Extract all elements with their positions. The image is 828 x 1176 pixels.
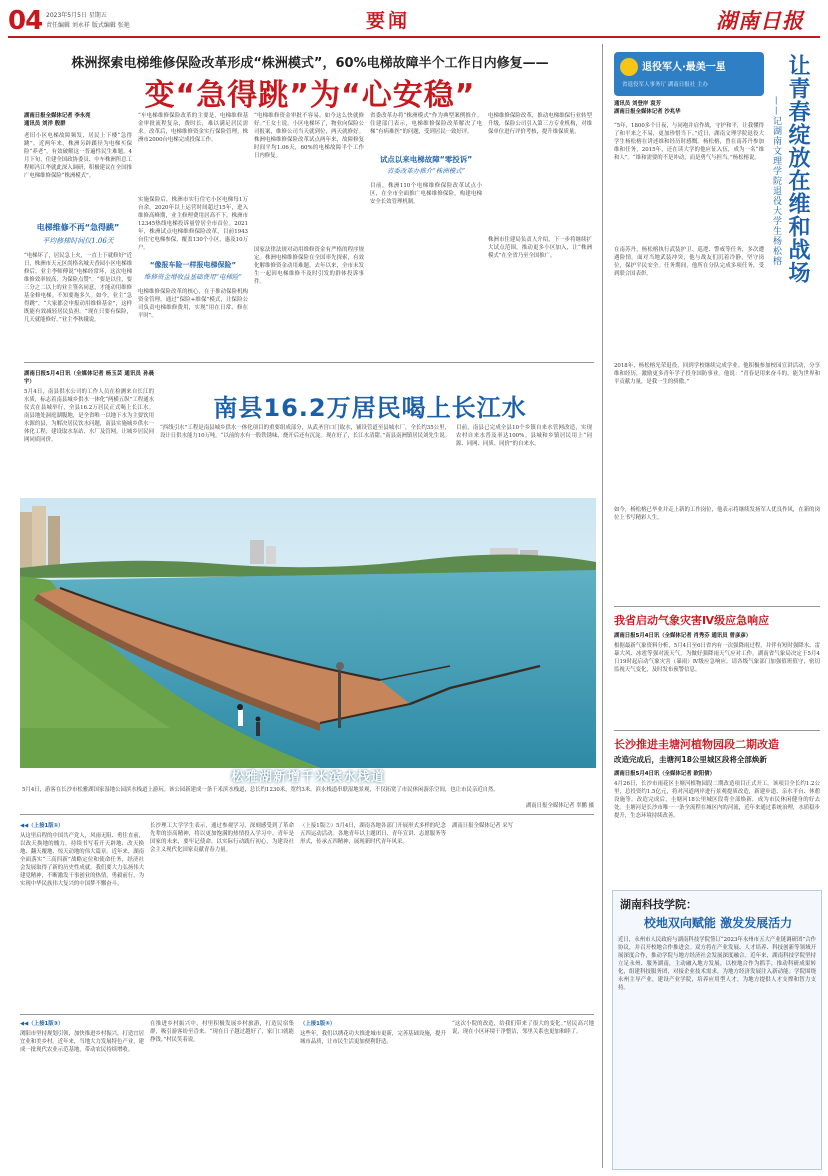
article-col1: 老旧小区电梯故障频发，居民上下楼“急得跳”。近两年来，株洲另辟蹊径为电梯买保险“养老”，有效破解这一普遍性民生难题。4月下旬，住建全国政协委员、中车株洲所总工程师冯江华就此深入调研，积极建议在全国推广电梯维修保险“株洲模式”。 (24, 133, 132, 179)
brief3-headline: 校地双向赋能 激发发展活力 (643, 916, 793, 930)
article-col5b: 株洲市住建局负责人介绍，下一步将继续扩大试点范围，推动更多小区加入，让“株洲模式”在全省乃至全国推广。 (488, 237, 592, 259)
continued2-col2: 在推进乡村振兴中，村里积极发展乡村旅游，打造民宿集群，吸引游客纷至沓来。“现在日子越过越好了，家门口就能挣钱。”村民笑着说。 (150, 1021, 294, 1043)
divider (20, 1014, 594, 1015)
continued1-label: ◀◀（上接1版①） (20, 823, 64, 829)
subhead-1: 电梯维修不再“急得跳” (36, 223, 120, 232)
feature-body: “5年，1800多个日夜，与同袍并肩作战，守护和平，让我懂得了和平来之不易，更加珍惜当下。”近日，湖南文理学院退役大学生杨松榕在讲述维和经历时感慨。杨松榕，曾在南苏丹参加维和任务，2015年，还在读大学的他应征入伍，成为一名“维和人”。“维和需要的不是冲动，而是勇气与担当。”杨松榕说。 (614, 123, 764, 161)
brief2-subhead: 改造完成后，圭塘河18公里城区段将全部焕新 (614, 755, 767, 764)
subhead-1b: 平均修梯时间仅1.06天 (42, 237, 114, 245)
article2-body2: “西线引水”工程是南县城乡供水一体化项目的重要组成部分，从武圣宫口门取水，铺设管道至县城水厂，全长约35公里，设计日供水能力10万吨。“以前的水有一股铁锈味，烧开后还有沉淀。现在好了，长江水清甜。”南县南洲镇居民刘先生说。 (160, 425, 450, 439)
feature-body4: 如今，杨松榕已毕业并走上新的工作岗位，他表示将继续发扬军人优良作风，在新的岗位上书写精彩人生。 (614, 507, 820, 521)
banner-subtitle: 省退役军人事务厅 湖南日报社 主办 (622, 82, 708, 88)
continued1-col3: （上接1版②）5月4日，湖南各地各部门开展形式多样的纪念五四运动活动。各地青年以主题团日、青年宣讲、志愿服务等形式，传承五四精神，展现新时代青年风采。 (300, 823, 446, 845)
divider (614, 730, 820, 731)
brief2-body: 4月26日，长沙市雨花区圭塘河植物园段二期改造项目正式开工。该项目全长约1.2公里，总投资约1.5亿元，将对河道两岸进行景观提质改造，新建步道、亲水平台、休憩设施等。改造完成后，圭塘河18公里城区段将全部焕新，成为市民休闲健身的好去处。圭塘河是长沙市唯一一条全流程在城区内的河流，近年来通过系统治理，水质稳步提升，生态环境持续改善。 (614, 781, 820, 819)
article-headline: 变“急得跳”为“心安稳” (144, 78, 476, 113)
article-col3: “电梯维修资金审批不容易，如今这么快就修好。”王女士说，小区电梯坏了，物业向保险公司报案，维修公司当天就到位，两天就修好。株洲电梯维修保险改革试点两年来，故障修复时间平均1.06天，60%的电梯故障半个工作日内修复。 (254, 113, 364, 159)
boardwalk-illustration (20, 498, 596, 768)
continued2-label3: （上接1版④） (300, 1021, 336, 1027)
article-col2: “车电梯维修保险改革的主要是，电梯维修基金审批流程复杂，费时长，难以满足居民需求。改革后，电梯维修资金实行保险管理。株洲市2000台电梯完成投保工作。 (138, 113, 248, 143)
continued1-col1: 从这里启程的中国共产党人，风雨无阻、勇往直前，以改天换地的魄力，持续书写着开天辟地、改天换地、翻天覆地、惊天动地的伟大篇章。近年来，湖南全面落实“三高四新”战略定位和使命任务，经济社会发展取得了新的历史性成就。我们要大力弘扬伟大建党精神，不断激发干事创业的热情，勇毅前行，为实现中华民族伟大复兴的中国梦不懈奋斗。 (20, 833, 144, 887)
article-col5: 电梯维修保险改革，推动电梯维保行业转型升级，保险公司引入第三方专业机构，对维保单位进行评价考核，提升维保质量。 (488, 113, 592, 135)
continued1-col2: 长沙理工大学学生表示，通过参观学习，深刻感受到了革命先辈的崇高精神，将以更加饱满的热情投入学习中。青年是国家的未来，要牢记使命，以实际行动践行初心，为建设社会主义现代化国家贡献青春力量。 (150, 823, 294, 853)
brief3-body: 近日，永州市人民政府与湖南科技学院签订“2023年永州市五大产业链调研团”合作协议，并召开校地合作推进会。双方将在产业发展、人才培养、科技创新等领域开展深度合作，推动学院与地方经济社会发展深度融合。近年来，湖南科技学院坚持立足永州、服务湖南，主动融入地方发展，以校地合作为抓手，推动科研成果转化，组建科技服务团，对接企业技术需求，为地方经济发展注入新动能。学院围绕永州主导产业，建设产业学院，培养应用型人才，为地方提供人才支撑和智力支持。 (618, 937, 816, 991)
continued2-col1: 浏阳市坚持规划引领，加快推进乡村振兴，打造宜居宜业和美乡村。近年来，当地大力发展特色产业，建成一批现代农业示范基地，带动农民持续增收。 (20, 1031, 144, 1053)
article-col4: 省委改革办将“株洲模式”作为典型案例推介。住建部门表示，电梯维修保险改革解决了电梯“有病难医”的问题，受到居民一致好评。 (370, 113, 482, 135)
article-byline: 湖南日报全媒体记者 李永亮 通讯员 刘洋 殷群 (24, 113, 91, 127)
continued2-col3: 这些年，我们以绣花功夫推进城市更新，完善基础设施，提升城市品质，让市民生活更加便利舒适。 (300, 1031, 446, 1045)
divider (20, 814, 594, 815)
photo-credit: 湖南日报全媒体记者 辜鹏 摄 (525, 803, 594, 809)
subhead-3: “像报车险一样报电梯保险” (149, 261, 237, 269)
feature-subhead: ——记湖南文理学院退役大学生杨松榕 (771, 96, 781, 266)
brief2-headline: 长沙推进圭塘河植物园段二期改造 (614, 738, 779, 751)
article-col3b: 国家法律法规对动用维修资金有严格的程序规定。株洲电梯维修保险在全国率先探索，有效化解维修资金动用难题。去年以来，全市未发生一起因电梯维修不及时引发的群体投诉事件。 (254, 247, 364, 285)
continued2-col4: “这次小院的改造，给我们带来了很大的变化。”居民高兴地说，现在小区环境干净整洁，邻里关系也更加和睦了。 (452, 1021, 594, 1035)
page-number: 04 (8, 6, 43, 36)
feature-body2: 在南苏丹，杨松榕执行武装护卫、巡逻、警戒等任务，多次遭遇险情。面对当地武装冲突，他与战友们沉着冷静，坚守岗位，保护平民安全。任务期间，他所在分队完成多项任务，受到联合国表彰。 (614, 247, 764, 277)
subhead-3b: 维修资金增收益基础费用“电梯险” (144, 273, 242, 281)
feature-body3: 2018年，杨松榕光荣退役，回到学校继续完成学业。他积极参加校园宣讲活动，分享维和经历，激励更多青年学子投身国防事业。他说：“青春是用来奋斗的，能为世界和平贡献力量，是我一生的骄傲。” (614, 363, 820, 385)
continued2-label: ◀◀（上接1版③） (20, 1021, 64, 1027)
feature-headline: 让青春绽放在维和战场 (785, 54, 810, 284)
article2-byline: 湖南日报5月4日讯（全媒体记者 杨玉芸 通讯员 孙晨宇） (24, 371, 154, 385)
feature-byline: 通讯员 刘登岸 袁芳 湖南日报全媒体记者 沙兆华 (614, 101, 681, 115)
issue-date: 2023年5月5日 星期五 (46, 12, 107, 19)
banner-title: 退役军人·最美一星 (642, 62, 726, 73)
article-col4b: 目前，株洲110个电梯维修保险改革试点小区，在全市全面推广电梯维修保险，构建电梯安全长效管理机制。 (370, 183, 482, 205)
article-col1b: “电梯坏了，居民急上火，一直上下就修好”近日，株洲市天元区尚格名城天香园小区电梯维修后，业主李师傅说“电梯经常坏，这次电梯维修效率较高，为保险点赞”。“要是以往，要三分之二以上的业主签名同意，才能动用维修基金修电梯。不知要拖多久。如今，业主“急得跳”，“大家都会申报动用维修基金”，这样既能有效减轻居民负担。“现在只要有保险，几天就能修好。”业主李秋娥说。 (24, 253, 132, 323)
lake-photo (20, 498, 596, 768)
section-title: 要闻 (366, 10, 411, 32)
continued1-col4: 湖南日报全媒体记者 采写 (452, 823, 514, 829)
brief3-banner: 湖南科技学院： (620, 898, 697, 911)
paper-logo: 湖南日报 (716, 8, 804, 33)
subhead-4b: 省委改革办推介“株洲模式” (386, 167, 466, 175)
divider (24, 362, 594, 363)
brief1-headline: 我省启动气象灾害Ⅳ级应急响应 (614, 614, 770, 627)
divider (614, 606, 820, 607)
banner-badge (620, 58, 638, 76)
feature-banner (614, 52, 764, 96)
editors: 责任编辑 刘永祥 版式编辑 张艳 (46, 22, 130, 29)
subhead-4: 试点以来电梯故障“零投诉” (379, 155, 473, 164)
article-col2b: 实施保险后，株洲市实行住宅小区电梯每1万台余，2020年以上运营时间超过15年，进入维修高峰期，业主修理费用居高不下。株洲市12345热线电梯投诉量曾居全市首位。2021年，株洲试点电梯维修保险改革，目前1943台住宅电梯参保，覆盖130个小区，惠及10万户。 (138, 197, 248, 251)
article-col2c: 电梯维修保险改革的核心，在于推动保险机构资金管理，通过“保险+维保”模式，让保险公司负责电梯维修费用，实现“用在日常、修在平时”。 (138, 289, 248, 319)
brief1-body: 根据最新气象资料分析，5月4日至6日省内有一次强降雨过程，并伴有短时强降水、雷暴大风、冰雹等强对流天气。为做好强降雨天气应对工作，湖南省气象局决定于5月4日19时起启动气象灾害（暴雨）Ⅳ级应急响应。请各级气象部门加强值班值守，密切监视天气变化，及时发布预警信息。 (614, 643, 820, 673)
column-divider (602, 44, 603, 1168)
masthead (0, 0, 828, 38)
brief1-byline: 湖南日报5月4日讯（全媒体记者 肖秀芬 通讯员 曾彦彦） (614, 633, 752, 639)
article2-body: 5月4日，南县供水公司的工作人员在检测来自长江的水质，标志着南县城乡供水一体化“两横五纵”工程通水仪式在县城举行，全县16.2万居民正式喝上长江水。南县地处洞庭湖腹地，是全省唯一以地下水为主要饮用水源的县，为解决居民饮水问题，南县实施城乡供水一体化工程，建设取水泵站、水厂及管网，让城乡居民同网同质同价。 (24, 389, 154, 443)
article-kicker: 株洲探索电梯维修保险改革形成“株洲模式”，60%电梯故障半个工作日内修复—— (71, 56, 549, 71)
brief2-byline: 湖南日报5月4日讯（全媒体记者 欧阳倩） (614, 771, 716, 777)
photo-caption-title: 松雅湖新增千米滨水栈道 (230, 770, 385, 785)
masthead-rule (8, 36, 820, 38)
photo-caption: 5月4日，游客在长沙市松雅湖国家湿地公园滨水栈道上游玩。该公园新建成一条千米滨水栈道，总长约1230米，宽约3米。滨水栈道串联湿地景观，不仅拓宽了市民休闲游乐空间，也让市民亲近自然。 (22, 787, 499, 793)
article2-body3: 目前，南县已完成全县10个乡镇自来水管网改造，实现农村自来水普及率达100%。县城和乡镇居民用上“同源、同网、同质、同价”的自来水。 (456, 425, 592, 447)
article2-headline: 南县16.2万居民喝上长江水 (213, 394, 527, 422)
